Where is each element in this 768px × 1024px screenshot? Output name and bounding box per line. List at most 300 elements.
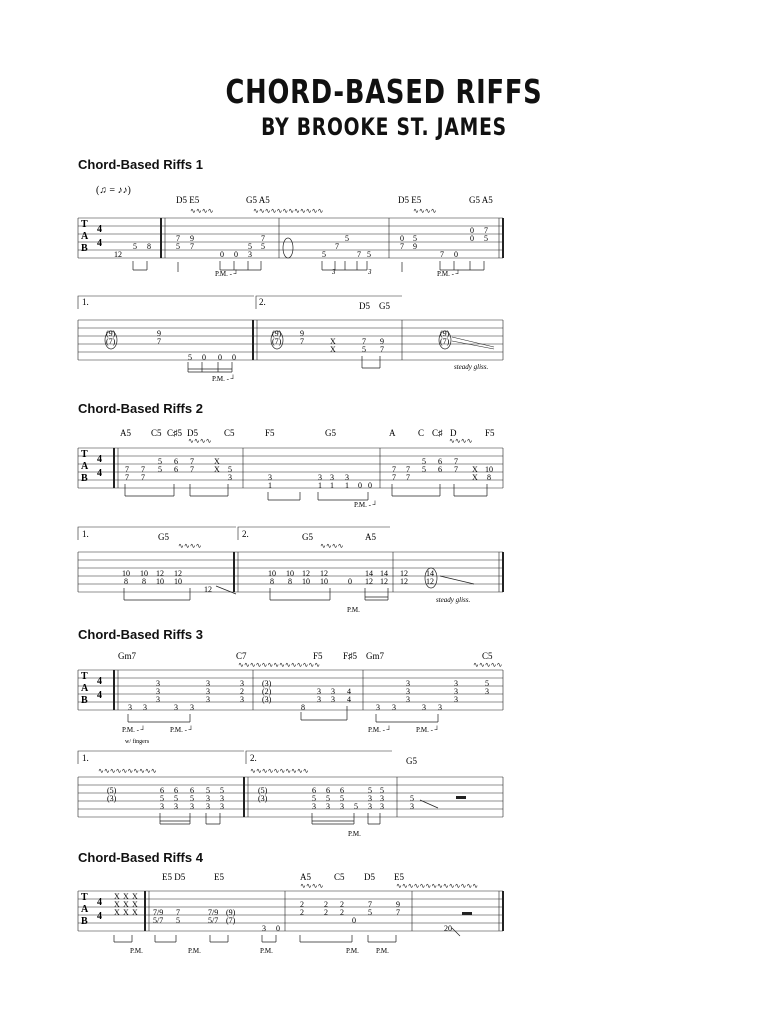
svg-text:6: 6 [174, 786, 178, 795]
svg-text:3: 3 [240, 679, 244, 688]
chords-s2-r1 [120, 428, 495, 438]
svg-text:G5: G5 [325, 428, 336, 438]
svg-text:3: 3 [156, 679, 160, 688]
svg-text:8: 8 [124, 577, 128, 586]
svg-text:6: 6 [160, 786, 164, 795]
svg-text:D5: D5 [187, 428, 198, 438]
svg-text:8: 8 [142, 577, 146, 586]
svg-text:0: 0 [348, 577, 352, 586]
svg-text:(7): (7) [440, 337, 450, 346]
svg-text:7: 7 [440, 250, 444, 259]
svg-text:7: 7 [176, 908, 180, 917]
svg-text:B: B [81, 473, 88, 484]
time-sig-top: 4 [97, 224, 102, 235]
svg-text:D: D [450, 428, 457, 438]
svg-text:5: 5 [174, 794, 178, 803]
svg-text:3: 3 [174, 802, 178, 811]
svg-text:9: 9 [157, 329, 161, 338]
svg-text:X: X [123, 900, 129, 909]
svg-text:D5: D5 [364, 872, 375, 882]
svg-text:3: 3 [206, 679, 210, 688]
svg-text:P.M.: P.M. [260, 947, 273, 955]
tab-clef-s3 [81, 671, 102, 706]
svg-text:X: X [472, 465, 478, 474]
svg-text:(9): (9) [226, 908, 236, 917]
chords-s1-r2 [359, 301, 390, 311]
svg-text:P.M.: P.M. [346, 947, 359, 955]
vibrato-marks-s2 [188, 437, 473, 445]
svg-text:12: 12 [320, 569, 328, 578]
svg-text:(7): (7) [226, 916, 236, 925]
svg-text:B: B [81, 916, 88, 927]
svg-text:X: X [214, 457, 220, 466]
svg-text:Gm7: Gm7 [118, 651, 136, 661]
pm-s1-r2: P.M. - ┘ [212, 375, 236, 383]
svg-text:4: 4 [97, 911, 102, 922]
svg-text:3: 3 [143, 703, 147, 712]
svg-text:(9): (9) [272, 329, 282, 338]
svg-text:∿∿∿∿: ∿∿∿∿ [300, 882, 324, 890]
svg-text:3: 3 [454, 695, 458, 704]
svg-text:3: 3 [454, 687, 458, 696]
svg-text:5: 5 [368, 786, 372, 795]
section-title-1: Chord-Based Riffs 1 [78, 157, 203, 172]
svg-text:7: 7 [406, 465, 410, 474]
svg-text:7: 7 [454, 457, 458, 466]
svg-text:6: 6 [174, 457, 178, 466]
svg-text:7: 7 [141, 465, 145, 474]
svg-text:12: 12 [204, 585, 212, 594]
svg-text:F5: F5 [485, 428, 495, 438]
svg-text:0: 0 [400, 234, 404, 243]
staff-s4-r1 [78, 891, 503, 931]
endings-s2-r2 [78, 527, 390, 540]
svg-text:∿∿∿∿: ∿∿∿∿ [188, 437, 212, 445]
svg-text:12: 12 [174, 569, 182, 578]
svg-text:12: 12 [380, 577, 388, 586]
steady-gliss-1: steady gliss. [454, 363, 489, 371]
svg-text:9: 9 [380, 337, 384, 346]
svg-text:14: 14 [380, 569, 388, 578]
svg-text:4: 4 [347, 695, 351, 704]
svg-text:7: 7 [176, 234, 180, 243]
svg-text:2: 2 [340, 900, 344, 909]
svg-text:C7: C7 [236, 651, 247, 661]
svg-text:C♯: C♯ [432, 428, 443, 438]
svg-text:0: 0 [220, 250, 224, 259]
tab-notes-s2-r1 [125, 457, 493, 490]
svg-text:5: 5 [354, 802, 358, 811]
svg-text:3: 3 [206, 794, 210, 803]
svg-text:3: 3 [312, 802, 316, 811]
svg-text:7: 7 [335, 242, 339, 251]
svg-text:3: 3 [190, 802, 194, 811]
svg-text:5: 5 [484, 234, 488, 243]
svg-text:7: 7 [454, 465, 458, 474]
tab-notes-s2-r2 [122, 569, 434, 594]
svg-text:G5: G5 [158, 532, 169, 542]
svg-text:10: 10 [286, 569, 294, 578]
vibrato-marks-s3-r2 [98, 767, 309, 775]
svg-text:3: 3 [410, 802, 414, 811]
svg-text:3: 3 [368, 794, 372, 803]
svg-text:C5: C5 [224, 428, 235, 438]
svg-text:3: 3 [368, 802, 372, 811]
svg-text:12: 12 [156, 569, 164, 578]
svg-text:10: 10 [156, 577, 164, 586]
vibrato-marks-s1 [190, 207, 437, 215]
svg-text:5: 5 [422, 457, 426, 466]
svg-text:5: 5 [326, 794, 330, 803]
tab-clef-t: T [81, 219, 88, 230]
svg-text:7: 7 [141, 473, 145, 482]
svg-text:3: 3 [330, 473, 334, 482]
svg-text:5: 5 [158, 457, 162, 466]
svg-text:(3): (3) [262, 695, 272, 704]
svg-text:12: 12 [365, 577, 373, 586]
svg-text:X: X [214, 465, 220, 474]
svg-text:3: 3 [340, 802, 344, 811]
svg-text:3: 3 [422, 703, 426, 712]
svg-text:1: 1 [330, 481, 334, 490]
svg-text:5: 5 [368, 908, 372, 917]
svg-text:4: 4 [97, 897, 102, 908]
svg-text:C5: C5 [334, 872, 345, 882]
pm-s4-r1 [130, 947, 389, 955]
svg-text:5: 5 [176, 242, 180, 251]
tab-notes-s3-r2 [107, 786, 414, 811]
svg-text:P.M. - ┘: P.M. - ┘ [170, 726, 194, 734]
svg-text:12: 12 [400, 569, 408, 578]
svg-text:X: X [123, 892, 129, 901]
svg-text:10: 10 [302, 577, 310, 586]
svg-text:6: 6 [190, 786, 194, 795]
vibrato-marks-s4 [300, 882, 478, 890]
tab-clef-s4 [81, 892, 102, 927]
svg-text:12: 12 [400, 577, 408, 586]
svg-text:7: 7 [392, 465, 396, 474]
svg-text:3: 3 [326, 802, 330, 811]
rhythm-s3-r2 [160, 800, 438, 824]
svg-text:F5: F5 [313, 651, 323, 661]
chord-label: G5 A5 [469, 195, 493, 205]
svg-text:3: 3 [128, 703, 132, 712]
svg-text:9: 9 [190, 234, 194, 243]
chords-s1-r1 [176, 195, 493, 205]
second-ending: 2. [259, 297, 266, 307]
svg-text:∿∿∿∿∿∿∿∿∿∿: ∿∿∿∿∿∿∿∿∿∿ [250, 767, 309, 775]
svg-text:7: 7 [400, 242, 404, 251]
svg-text:3: 3 [268, 473, 272, 482]
svg-text:2: 2 [324, 908, 328, 917]
section-title-4: Chord-Based Riffs 4 [78, 850, 203, 865]
svg-text:3: 3 [345, 473, 349, 482]
svg-text:A5: A5 [300, 872, 311, 882]
staff-s3-r2 [78, 777, 503, 817]
svg-text:A: A [389, 428, 396, 438]
svg-text:E5 D5: E5 D5 [162, 872, 186, 882]
svg-text:0: 0 [352, 916, 356, 925]
svg-text:∿∿∿∿: ∿∿∿∿ [413, 207, 437, 215]
svg-text:3: 3 [206, 802, 210, 811]
svg-text:1: 1 [318, 481, 322, 490]
svg-text:3: 3 [454, 679, 458, 688]
svg-text:0: 0 [276, 924, 280, 933]
svg-text:7/9: 7/9 [153, 908, 164, 917]
svg-text:2: 2 [300, 908, 304, 917]
svg-text:X: X [472, 473, 478, 482]
svg-text:0: 0 [470, 226, 474, 235]
pm-s2-r1: P.M. - ┘ [354, 501, 378, 509]
svg-text:3: 3 [317, 695, 321, 704]
svg-text:∿∿∿∿: ∿∿∿∿ [178, 542, 202, 550]
svg-text:7: 7 [406, 473, 410, 482]
svg-text:X: X [132, 900, 138, 909]
svg-text:3: 3 [174, 703, 178, 712]
svg-text:G5: G5 [379, 301, 390, 311]
svg-text:0: 0 [202, 353, 206, 362]
svg-text:X: X [132, 892, 138, 901]
chords-s2-r2 [158, 532, 376, 542]
svg-text:A: A [81, 683, 89, 694]
svg-text:X: X [330, 337, 336, 346]
svg-text:P.M. - ┘: P.M. - ┘ [215, 270, 239, 278]
svg-text:3: 3 [485, 687, 489, 696]
page-title: CHORD-BASED RIFFS [225, 72, 543, 111]
page-author: BY BROOKE ST. JAMES [261, 113, 507, 141]
svg-text:8: 8 [270, 577, 274, 586]
svg-text:7: 7 [357, 250, 361, 259]
svg-text:7: 7 [157, 337, 161, 346]
svg-text:6: 6 [312, 786, 316, 795]
svg-text:C5: C5 [482, 651, 493, 661]
chord-label: G5 A5 [246, 195, 270, 205]
svg-text:3: 3 [206, 695, 210, 704]
svg-text:P.M. - ┘: P.M. - ┘ [368, 726, 392, 734]
endings-s1-r2 [78, 296, 402, 309]
tab-notes-s1-r2 [106, 329, 450, 362]
svg-text:5: 5 [322, 250, 326, 259]
svg-text:P.M.: P.M. [130, 947, 143, 955]
second-ending-2: 2. [242, 529, 249, 539]
svg-text:10: 10 [122, 569, 130, 578]
svg-text:3: 3 [248, 250, 252, 259]
pm-s1-r1 [215, 268, 461, 278]
svg-text:8: 8 [487, 473, 491, 482]
svg-text:5: 5 [220, 786, 224, 795]
svg-text:3: 3 [228, 473, 232, 482]
svg-text:(9): (9) [106, 329, 116, 338]
svg-text:A5: A5 [365, 532, 376, 542]
svg-text:C5: C5 [151, 428, 162, 438]
svg-text:1: 1 [345, 481, 349, 490]
svg-text:7: 7 [261, 234, 265, 243]
svg-text:6: 6 [438, 457, 442, 466]
svg-text:7/9: 7/9 [208, 908, 219, 917]
svg-text:P.M. - ┘: P.M. - ┘ [437, 270, 461, 278]
tab-clef-s2 [81, 449, 102, 484]
svg-text:7: 7 [362, 337, 366, 346]
tab-notes-s4-r1 [114, 892, 452, 933]
svg-text:∿∿∿∿∿∿∿∿∿∿: ∿∿∿∿∿∿∿∿∿∿ [98, 767, 157, 775]
svg-text:(3): (3) [107, 794, 117, 803]
svg-text:5: 5 [190, 794, 194, 803]
svg-text:P.M.: P.M. [376, 947, 389, 955]
first-ending-3: 1. [82, 753, 89, 763]
svg-text:(5): (5) [107, 786, 117, 795]
svg-text:P.M.: P.M. [188, 947, 201, 955]
svg-text:3: 3 [206, 687, 210, 696]
svg-text:5: 5 [345, 234, 349, 243]
svg-text:14: 14 [426, 569, 434, 578]
svg-text:C♯5: C♯5 [167, 428, 183, 438]
svg-text:E5: E5 [214, 872, 224, 882]
svg-text:∿∿∿∿: ∿∿∿∿ [320, 542, 344, 550]
svg-text:5: 5 [133, 242, 137, 251]
tab-clef-a: A [81, 231, 89, 242]
svg-text:3: 3 [406, 679, 410, 688]
svg-text:0: 0 [218, 353, 222, 362]
svg-text:A5: A5 [120, 428, 131, 438]
svg-text:3: 3 [392, 703, 396, 712]
svg-text:P.M. - ┘: P.M. - ┘ [416, 726, 440, 734]
svg-text:6: 6 [326, 786, 330, 795]
svg-text:0: 0 [232, 353, 236, 362]
swing-marking: (♫ = ♪♪) [96, 185, 131, 196]
svg-text:0: 0 [470, 234, 474, 243]
svg-text:8: 8 [288, 577, 292, 586]
svg-text:7: 7 [392, 473, 396, 482]
vibrato-marks-s2-r2 [178, 542, 344, 550]
svg-text:3: 3 [380, 794, 384, 803]
svg-text:2: 2 [240, 687, 244, 696]
svg-text:X: X [114, 908, 120, 917]
chord-label: D5 E5 [398, 195, 422, 205]
svg-text:0: 0 [358, 481, 362, 490]
chord-label: D5 E5 [176, 195, 200, 205]
svg-text:3: 3 [190, 703, 194, 712]
svg-text:5/7: 5/7 [153, 916, 164, 925]
svg-text:5: 5 [261, 242, 265, 251]
svg-text:∿∿∿∿: ∿∿∿∿ [190, 207, 214, 215]
chord-s3-r2: G5 [406, 756, 417, 766]
svg-text:3: 3 [318, 473, 322, 482]
svg-text:3: 3 [262, 924, 266, 933]
svg-text:6: 6 [340, 786, 344, 795]
svg-text:10: 10 [320, 577, 328, 586]
svg-text:5: 5 [413, 234, 417, 243]
svg-text:T: T [81, 671, 88, 682]
svg-text:5: 5 [312, 794, 316, 803]
svg-text:P.M. - ┘: P.M. - ┘ [122, 726, 146, 734]
svg-text:4: 4 [97, 676, 102, 687]
svg-text:∿∿∿∿∿∿∿∿∿∿∿∿: ∿∿∿∿∿∿∿∿∿∿∿∿ [253, 207, 324, 215]
rhythm-s1-r1 [133, 238, 484, 272]
svg-text:X: X [330, 345, 336, 354]
svg-text:4: 4 [97, 454, 102, 465]
section-title-3: Chord-Based Riffs 3 [78, 627, 203, 642]
svg-text:w/ fingers: w/ fingers [125, 739, 150, 745]
svg-text:3: 3 [380, 802, 384, 811]
svg-text:3: 3 [331, 695, 335, 704]
svg-text:2: 2 [300, 900, 304, 909]
svg-text:6: 6 [174, 465, 178, 474]
svg-text:5: 5 [485, 679, 489, 688]
svg-text:14: 14 [365, 569, 373, 578]
svg-text:5: 5 [176, 916, 180, 925]
svg-text:5: 5 [367, 250, 371, 259]
section-title-2: Chord-Based Riffs 2 [78, 401, 203, 416]
svg-text:9: 9 [413, 242, 417, 251]
rhythm-s2-r1 [125, 484, 487, 500]
svg-text:X: X [123, 908, 129, 917]
rhythm-s4-r1 [114, 928, 460, 942]
svg-text:5: 5 [206, 786, 210, 795]
svg-text:4: 4 [97, 468, 102, 479]
svg-text:7: 7 [300, 337, 304, 346]
svg-text:∿∿∿∿∿∿∿∿∿∿∿∿∿∿: ∿∿∿∿∿∿∿∿∿∿∿∿∿∿ [396, 882, 479, 890]
svg-text:12: 12 [302, 569, 310, 578]
svg-text:7: 7 [125, 465, 129, 474]
svg-text:10: 10 [140, 569, 148, 578]
svg-text:5: 5 [188, 353, 192, 362]
svg-text:(5): (5) [258, 786, 268, 795]
svg-text:A: A [81, 904, 89, 915]
svg-text:3: 3 [332, 268, 336, 276]
svg-text:7: 7 [190, 242, 194, 251]
svg-text:3: 3 [160, 802, 164, 811]
svg-text:5: 5 [340, 794, 344, 803]
svg-text:D5: D5 [359, 301, 370, 311]
svg-text:3: 3 [368, 268, 372, 276]
svg-text:(9): (9) [440, 329, 450, 338]
time-sig-bottom: 4 [97, 238, 102, 249]
svg-text:B: B [81, 695, 88, 706]
svg-text:(3): (3) [262, 679, 272, 688]
svg-text:0: 0 [454, 250, 458, 259]
tab-notes-s1-r1 [114, 226, 488, 259]
svg-text:T: T [81, 892, 88, 903]
svg-text:3: 3 [376, 703, 380, 712]
svg-text:F♯5: F♯5 [343, 651, 358, 661]
svg-text:T: T [81, 449, 88, 460]
svg-text:(2): (2) [262, 687, 272, 696]
steady-gliss-2: steady gliss. [436, 596, 471, 604]
svg-text:X: X [132, 908, 138, 917]
svg-text:0: 0 [368, 481, 372, 490]
tab-clef-b: B [81, 243, 88, 254]
first-ending: 1. [82, 297, 89, 307]
svg-text:G5: G5 [302, 532, 313, 542]
pm-s2-r2: P.M. [347, 606, 360, 614]
svg-text:5: 5 [248, 242, 252, 251]
svg-text:A: A [81, 461, 89, 472]
svg-text:8: 8 [147, 242, 151, 251]
svg-text:5: 5 [362, 345, 366, 354]
svg-text:7: 7 [368, 900, 372, 909]
svg-text:7: 7 [484, 226, 488, 235]
chords-s3-r1 [118, 651, 493, 661]
svg-text:10: 10 [485, 465, 493, 474]
svg-text:F5: F5 [265, 428, 275, 438]
svg-text:3: 3 [317, 687, 321, 696]
svg-text:5: 5 [228, 465, 232, 474]
svg-text:7: 7 [190, 465, 194, 474]
svg-text:0: 0 [234, 250, 238, 259]
pm-s3-r2: P.M. [348, 830, 361, 838]
svg-text:3: 3 [406, 687, 410, 696]
svg-text:7: 7 [125, 473, 129, 482]
